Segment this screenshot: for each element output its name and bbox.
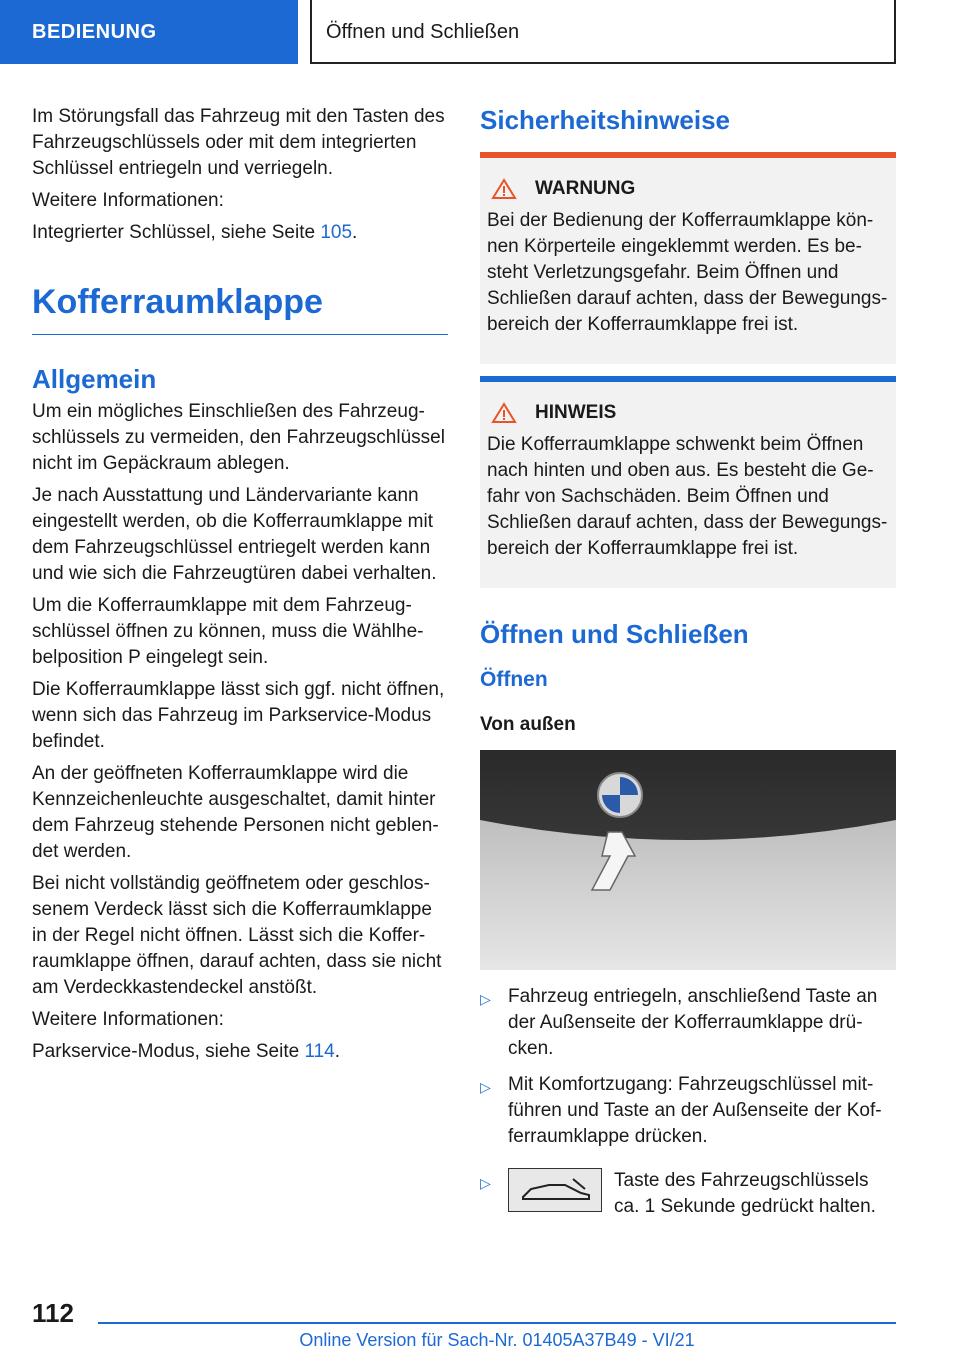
page-link-114[interactable]: 114 — [304, 1041, 335, 1062]
page-number: 112 — [32, 1298, 74, 1328]
list-item: ▷ Mit Komfortzugang: Fahrzeugschlüssel mitführen und Taste an der Außenseite der Kofferraumklappe drücken. — [480, 1072, 896, 1150]
heading-kofferraumklappe: Kofferraumklappe — [32, 280, 448, 335]
page-link-105[interactable]: 105 — [320, 222, 353, 243]
section-tab: BEDIENUNG — [0, 0, 298, 64]
heading-sicherheitshinweise: Sicherheitshinweise — [480, 105, 730, 135]
paragraph: Die Kofferraumklappe lässt sich ggf. nicht öffnen, wenn sich das Fahrzeug im Parkservice-Modus befindet. — [32, 679, 445, 752]
intro-paragraph: Im Störungsfall das Fahrzeug mit den Tasten des Fahrzeugschlüssels oder mit dem integrierten Schlüssel entriegeln und verriegeln. — [32, 106, 445, 179]
footer-text: Online Version für Sach-Nr. 01405A37B49 - VI/21 — [299, 1330, 695, 1350]
note-box — [480, 376, 896, 588]
subheading-allgemein: Allgemein — [32, 364, 157, 394]
warning-label: WARNUNG — [535, 178, 636, 199]
left-column — [32, 104, 448, 1071]
note-text: Die Kofferraumklappe schwenkt beim Öffnen nach hinten und oben aus. Es besteht die Gefahr von Sachschäden. Beim Öffnen und Schließen darauf achten, dass der Bewegungsbereich der Kofferraumklappe frei ist. — [487, 434, 888, 559]
paragraph: An der geöffneten Kofferraumklappe wird die Kennzeichenleuchte ausgeschaltet, damit hinter dem Fahrzeug stehende Personen nicht geblendet werden. — [32, 763, 439, 862]
more-info-label: Weitere Informationen: — [32, 190, 224, 211]
list-item: ▷ Fahrzeug entriegeln, anschließend Taste an der Außenseite der Kofferraumklappe drücken. — [480, 984, 896, 1062]
paragraph: Je nach Ausstattung und Ländervariante kann eingestellt werden, ob die Kofferraumklappe mit dem Fahrzeugschlüssel entriegelt werden kann und wie sich die Fahrzeugtüren dabei verhalten. — [32, 485, 437, 584]
warning-triangle-icon — [491, 178, 517, 200]
reference-integrated-key: Integrierter Schlüssel, siehe Seite 105. — [32, 222, 358, 243]
list-bullet-triangle-icon: ▷ — [480, 1079, 491, 1095]
paragraph: Um ein mögliches Einschließen des Fahrzeugschlüssels zu vermeiden, den Fahrzeugschlüssel nicht im Gepäckraum ablegen. — [32, 401, 445, 474]
trunk-button-photo — [480, 750, 896, 970]
subheading-oeffnen: Öffnen — [480, 668, 548, 691]
list-bullet-triangle-icon: ▷ — [480, 991, 491, 1007]
list-item: ▷ Taste des Fahrzeugschlüssels ca. 1 Sekunde gedrückt halten. — [480, 1168, 896, 1220]
note-label: HINWEIS — [535, 402, 617, 423]
trunk-key-button-icon — [508, 1168, 602, 1212]
footer-divider — [98, 1322, 896, 1324]
paragraph: Um die Kofferraumklappe mit dem Fahrzeugschlüssel öffnen zu können, muss die Wählhebelposition P eingelegt sein. — [32, 595, 424, 668]
subheading-von-aussen: Von außen — [480, 714, 576, 735]
paragraph: Bei nicht vollständig geöffnetem oder geschlossenem Verdeck lässt sich die Kofferraumklappe in der Regel nicht öffnen. Lässt sich die Kofferraumklappe öffnen, darauf achten, dass sie nicht am Verdeckkastendeckel anstößt. — [32, 873, 442, 998]
list-bullet-triangle-icon: ▷ — [480, 1175, 491, 1191]
right-column — [480, 104, 896, 1230]
more-info-label: Weitere Informationen: — [32, 1009, 224, 1030]
note-triangle-icon — [491, 402, 517, 424]
heading-oeffnen-schliessen: Öffnen und Schließen — [480, 619, 749, 649]
reference-parkservice: Parkservice-Modus, siehe Seite 114. — [32, 1041, 341, 1062]
page-header-title: Öffnen und Schließen — [310, 0, 896, 64]
warning-text: Bei der Bedienung der Kofferraumklappe können Körperteile eingeklemmt werden. Es besteht Verletzungsgefahr. Beim Öffnen und Schließen darauf achten, dass der Bewegungsbereich der Kofferraumklappe frei ist. — [487, 210, 888, 335]
warning-box — [480, 152, 896, 364]
